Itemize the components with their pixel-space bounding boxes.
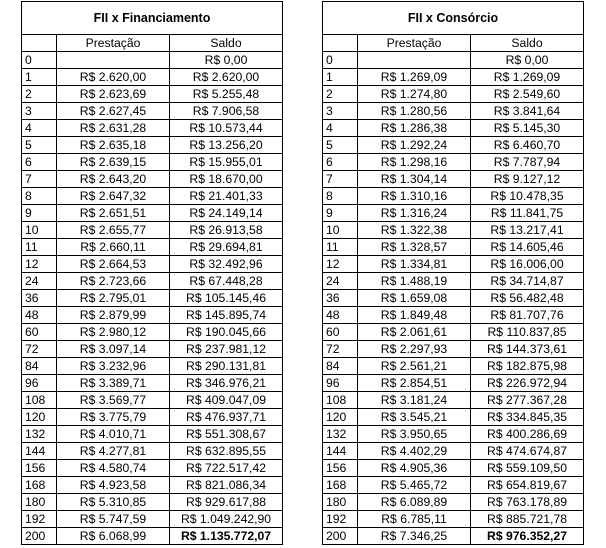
table-row (323, 494, 584, 511)
prestacao-cell: R$ 2.297,93 (358, 341, 471, 358)
saldo-cell: R$ 2.620,00 (170, 69, 283, 86)
period-cell: 192 (22, 511, 57, 528)
prestacao-cell: R$ 3.097,14 (57, 341, 170, 358)
prestacao-cell: R$ 3.950,65 (358, 426, 471, 443)
saldo-cell: R$ 56.482,48 (471, 290, 584, 307)
prestacao-cell: R$ 3.775,79 (57, 409, 170, 426)
saldo-cell: R$ 722.517,42 (170, 460, 283, 477)
saldo-cell: R$ 334.845,35 (471, 409, 584, 426)
prestacao-cell: R$ 2.635,18 (57, 137, 170, 154)
period-cell: 11 (22, 239, 57, 256)
saldo-cell: R$ 400.286,69 (471, 426, 584, 443)
prestacao-cell: R$ 1.298,16 (358, 154, 471, 171)
table-row (22, 290, 283, 307)
period-cell: 6 (22, 154, 57, 171)
period-cell: 5 (22, 137, 57, 154)
saldo-cell: R$ 290.131,81 (170, 358, 283, 375)
saldo-cell: R$ 476.937,71 (170, 409, 283, 426)
table-row (323, 205, 584, 222)
table-row (22, 460, 283, 477)
period-cell: 1 (22, 69, 57, 86)
table-row (22, 52, 283, 69)
period-cell: 180 (22, 494, 57, 511)
period-cell: 6 (323, 154, 358, 171)
prestacao-cell: R$ 1.334,81 (358, 256, 471, 273)
saldo-cell: R$ 409.047,09 (170, 392, 283, 409)
period-cell: 7 (323, 171, 358, 188)
saldo-cell: R$ 474.674,87 (471, 443, 584, 460)
table-row (22, 494, 283, 511)
period-cell: 200 (323, 528, 358, 545)
saldo-cell: R$ 5.255,48 (170, 86, 283, 103)
table-row (323, 52, 584, 69)
table-row (323, 324, 584, 341)
saldo-cell: R$ 0,00 (170, 52, 283, 69)
table-row (22, 426, 283, 443)
period-cell: 84 (323, 358, 358, 375)
table-row (323, 188, 584, 205)
prestacao-cell: R$ 1.488,19 (358, 273, 471, 290)
table-row (22, 409, 283, 426)
period-cell: 8 (22, 188, 57, 205)
table-row (22, 103, 283, 120)
saldo-cell: R$ 32.492,96 (170, 256, 283, 273)
table-title: FII x Consórcio (323, 2, 584, 35)
table-row (323, 477, 584, 494)
saldo-cell: R$ 14.605,46 (471, 239, 584, 256)
financiamento-table (21, 1, 283, 545)
period-cell: 2 (22, 86, 57, 103)
saldo-cell: R$ 6.460,70 (471, 137, 584, 154)
prestacao-cell: R$ 4.923,58 (57, 477, 170, 494)
period-cell: 120 (323, 409, 358, 426)
prestacao-cell: R$ 2.061,61 (358, 324, 471, 341)
saldo-cell: R$ 16.006,00 (471, 256, 584, 273)
saldo-cell: R$ 2.549,60 (471, 86, 584, 103)
saldo-cell: R$ 15.955,01 (170, 154, 283, 171)
table-row (22, 528, 283, 545)
saldo-cell: R$ 237.981,12 (170, 341, 283, 358)
table-row (22, 392, 283, 409)
prestacao-cell: R$ 3.232,96 (57, 358, 170, 375)
period-cell: 144 (22, 443, 57, 460)
saldo-cell: R$ 145.895,74 (170, 307, 283, 324)
prestacao-cell: R$ 2.655,77 (57, 222, 170, 239)
saldo-cell: R$ 105.145,46 (170, 290, 283, 307)
table-row (22, 358, 283, 375)
prestacao-cell: R$ 1.322,38 (358, 222, 471, 239)
period-cell: 84 (22, 358, 57, 375)
prestacao-cell: R$ 3.545,21 (358, 409, 471, 426)
saldo-cell: R$ 81.707,76 (471, 307, 584, 324)
saldo-cell: R$ 976.352,27 (471, 528, 584, 545)
period-cell: 48 (323, 307, 358, 324)
saldo-cell: R$ 226.972,94 (471, 375, 584, 392)
prestacao-cell: R$ 1.286,38 (358, 120, 471, 137)
prestacao-cell: R$ 3.181,24 (358, 392, 471, 409)
prestacao-cell: R$ 2.660,11 (57, 239, 170, 256)
saldo-cell: R$ 13.217,41 (471, 222, 584, 239)
table-title: FII x Financiamento (22, 2, 283, 35)
period-cell: 7 (22, 171, 57, 188)
period-cell: 120 (22, 409, 57, 426)
table-row (22, 171, 283, 188)
period-cell: 5 (323, 137, 358, 154)
table-row (22, 86, 283, 103)
prestacao-cell: R$ 2.631,28 (57, 120, 170, 137)
prestacao-cell: R$ 1.328,57 (358, 239, 471, 256)
table-row (22, 69, 283, 86)
table-row (22, 324, 283, 341)
period-cell: 192 (323, 511, 358, 528)
saldo-cell: R$ 11.841,75 (471, 205, 584, 222)
period-cell: 132 (323, 426, 358, 443)
prestacao-cell: R$ 1.269,09 (358, 69, 471, 86)
saldo-cell: R$ 277.367,28 (471, 392, 584, 409)
saldo-cell: R$ 182.875,98 (471, 358, 584, 375)
saldo-cell: R$ 763.178,89 (471, 494, 584, 511)
table-row (323, 307, 584, 324)
saldo-cell: R$ 26.913,58 (170, 222, 283, 239)
period-cell: 108 (22, 392, 57, 409)
table-row (323, 103, 584, 120)
saldo-cell: R$ 18.670,00 (170, 171, 283, 188)
saldo-cell: R$ 346.976,21 (170, 375, 283, 392)
saldo-cell: R$ 67.448,28 (170, 273, 283, 290)
table-row (323, 86, 584, 103)
table-row (323, 239, 584, 256)
prestacao-cell: R$ 2.627,45 (57, 103, 170, 120)
header-prestacao: Prestação (57, 35, 170, 52)
table-row (22, 120, 283, 137)
prestacao-cell: R$ 5.747,59 (57, 511, 170, 528)
period-cell: 132 (22, 426, 57, 443)
header-row (323, 35, 584, 52)
prestacao-cell: R$ 7.346,25 (358, 528, 471, 545)
table-row (323, 341, 584, 358)
table-row (323, 137, 584, 154)
table-row (22, 307, 283, 324)
prestacao-cell (358, 52, 471, 69)
prestacao-cell: R$ 1.274,80 (358, 86, 471, 103)
prestacao-cell: R$ 2.980,12 (57, 324, 170, 341)
prestacao-cell: R$ 1.304,14 (358, 171, 471, 188)
prestacao-cell: R$ 2.647,32 (57, 188, 170, 205)
period-cell: 12 (323, 256, 358, 273)
period-cell: 9 (22, 205, 57, 222)
period-cell: 8 (323, 188, 358, 205)
period-cell: 36 (323, 290, 358, 307)
header-period (22, 35, 57, 52)
saldo-cell: R$ 885.721,78 (471, 511, 584, 528)
period-cell: 168 (323, 477, 358, 494)
prestacao-cell: R$ 4.402,29 (358, 443, 471, 460)
prestacao-cell: R$ 3.389,71 (57, 375, 170, 392)
saldo-cell: R$ 7.787,94 (471, 154, 584, 171)
saldo-cell: R$ 1.049.242,90 (170, 511, 283, 528)
saldo-cell: R$ 821.086,34 (170, 477, 283, 494)
saldo-cell: R$ 9.127,12 (471, 171, 584, 188)
saldo-cell: R$ 929.617,88 (170, 494, 283, 511)
saldo-cell: R$ 10.573,44 (170, 120, 283, 137)
period-cell: 96 (22, 375, 57, 392)
table-row (323, 222, 584, 239)
table-row (323, 511, 584, 528)
table-row (22, 511, 283, 528)
saldo-cell: R$ 559.109,50 (471, 460, 584, 477)
header-saldo: Saldo (471, 35, 584, 52)
table-row (323, 69, 584, 86)
table-row (323, 171, 584, 188)
period-cell: 180 (323, 494, 358, 511)
saldo-cell: R$ 1.269,09 (471, 69, 584, 86)
table-row (22, 239, 283, 256)
period-cell: 1 (323, 69, 358, 86)
table-row (323, 120, 584, 137)
table-row (22, 137, 283, 154)
prestacao-cell: R$ 2.723,66 (57, 273, 170, 290)
header-period (323, 35, 358, 52)
prestacao-cell: R$ 6.785,11 (358, 511, 471, 528)
prestacao-cell: R$ 2.664,53 (57, 256, 170, 273)
table-row (323, 460, 584, 477)
table-row (22, 188, 283, 205)
period-cell: 10 (22, 222, 57, 239)
table-row (323, 392, 584, 409)
prestacao-cell: R$ 4.580,74 (57, 460, 170, 477)
saldo-cell: R$ 34.714,87 (471, 273, 584, 290)
prestacao-cell: R$ 2.651,51 (57, 205, 170, 222)
saldo-cell: R$ 29.694,81 (170, 239, 283, 256)
prestacao-cell: R$ 4.277,81 (57, 443, 170, 460)
period-cell: 9 (323, 205, 358, 222)
prestacao-cell: R$ 5.310,85 (57, 494, 170, 511)
header-prestacao: Prestação (358, 35, 471, 52)
period-cell: 4 (22, 120, 57, 137)
prestacao-cell: R$ 1.316,24 (358, 205, 471, 222)
table-row (323, 528, 584, 545)
prestacao-cell: R$ 2.561,21 (358, 358, 471, 375)
table-row (22, 477, 283, 494)
prestacao-cell: R$ 1.310,16 (358, 188, 471, 205)
saldo-cell: R$ 1.135.772,07 (170, 528, 283, 545)
table-row (323, 358, 584, 375)
prestacao-cell: R$ 2.795,01 (57, 290, 170, 307)
period-cell: 4 (323, 120, 358, 137)
period-cell: 3 (323, 103, 358, 120)
period-cell: 10 (323, 222, 358, 239)
prestacao-cell: R$ 3.569,77 (57, 392, 170, 409)
table-row (323, 290, 584, 307)
table-row (22, 273, 283, 290)
period-cell: 2 (323, 86, 358, 103)
saldo-cell: R$ 0,00 (471, 52, 584, 69)
prestacao-cell: R$ 6.068,99 (57, 528, 170, 545)
saldo-cell: R$ 10.478,35 (471, 188, 584, 205)
period-cell: 24 (323, 273, 358, 290)
period-cell: 0 (22, 52, 57, 69)
period-cell: 3 (22, 103, 57, 120)
saldo-cell: R$ 13.256,20 (170, 137, 283, 154)
prestacao-cell: R$ 1.659,08 (358, 290, 471, 307)
header-row (22, 35, 283, 52)
prestacao-cell: R$ 2.643,20 (57, 171, 170, 188)
table-row (323, 409, 584, 426)
table-row (22, 443, 283, 460)
saldo-cell: R$ 7.906,58 (170, 103, 283, 120)
prestacao-cell: R$ 4.905,36 (358, 460, 471, 477)
prestacao-cell (57, 52, 170, 69)
consorcio-table (322, 1, 584, 545)
prestacao-cell: R$ 1.849,48 (358, 307, 471, 324)
period-cell: 60 (323, 324, 358, 341)
saldo-cell: R$ 21.401,33 (170, 188, 283, 205)
period-cell: 156 (22, 460, 57, 477)
table-row (22, 222, 283, 239)
period-cell: 48 (22, 307, 57, 324)
table-row (323, 256, 584, 273)
period-cell: 12 (22, 256, 57, 273)
period-cell: 60 (22, 324, 57, 341)
saldo-cell: R$ 110.837,85 (471, 324, 584, 341)
table-row (323, 443, 584, 460)
saldo-cell: R$ 190.045,66 (170, 324, 283, 341)
period-cell: 36 (22, 290, 57, 307)
prestacao-cell: R$ 6.089,89 (358, 494, 471, 511)
period-cell: 72 (323, 341, 358, 358)
period-cell: 156 (323, 460, 358, 477)
saldo-cell: R$ 551.308,67 (170, 426, 283, 443)
header-saldo: Saldo (170, 35, 283, 52)
table-row (323, 375, 584, 392)
period-cell: 11 (323, 239, 358, 256)
saldo-cell: R$ 3.841,64 (471, 103, 584, 120)
saldo-cell: R$ 5.145,30 (471, 120, 584, 137)
period-cell: 0 (323, 52, 358, 69)
table-row (22, 341, 283, 358)
prestacao-cell: R$ 4.010,71 (57, 426, 170, 443)
table-row (22, 205, 283, 222)
prestacao-cell: R$ 2.639,15 (57, 154, 170, 171)
table-row (22, 375, 283, 392)
prestacao-cell: R$ 2.620,00 (57, 69, 170, 86)
prestacao-cell: R$ 5.465,72 (358, 477, 471, 494)
period-cell: 144 (323, 443, 358, 460)
prestacao-cell: R$ 2.623,69 (57, 86, 170, 103)
table-row (323, 154, 584, 171)
period-cell: 200 (22, 528, 57, 545)
table-row (323, 426, 584, 443)
saldo-cell: R$ 654.819,67 (471, 477, 584, 494)
period-cell: 168 (22, 477, 57, 494)
table-row (22, 154, 283, 171)
saldo-cell: R$ 24.149,14 (170, 205, 283, 222)
period-cell: 72 (22, 341, 57, 358)
period-cell: 96 (323, 375, 358, 392)
table-row (22, 256, 283, 273)
saldo-cell: R$ 632.895,55 (170, 443, 283, 460)
prestacao-cell: R$ 1.280,56 (358, 103, 471, 120)
saldo-cell: R$ 144.373,61 (471, 341, 584, 358)
prestacao-cell: R$ 2.854,51 (358, 375, 471, 392)
table-row (323, 273, 584, 290)
prestacao-cell: R$ 1.292,24 (358, 137, 471, 154)
period-cell: 24 (22, 273, 57, 290)
period-cell: 108 (323, 392, 358, 409)
prestacao-cell: R$ 2.879,99 (57, 307, 170, 324)
